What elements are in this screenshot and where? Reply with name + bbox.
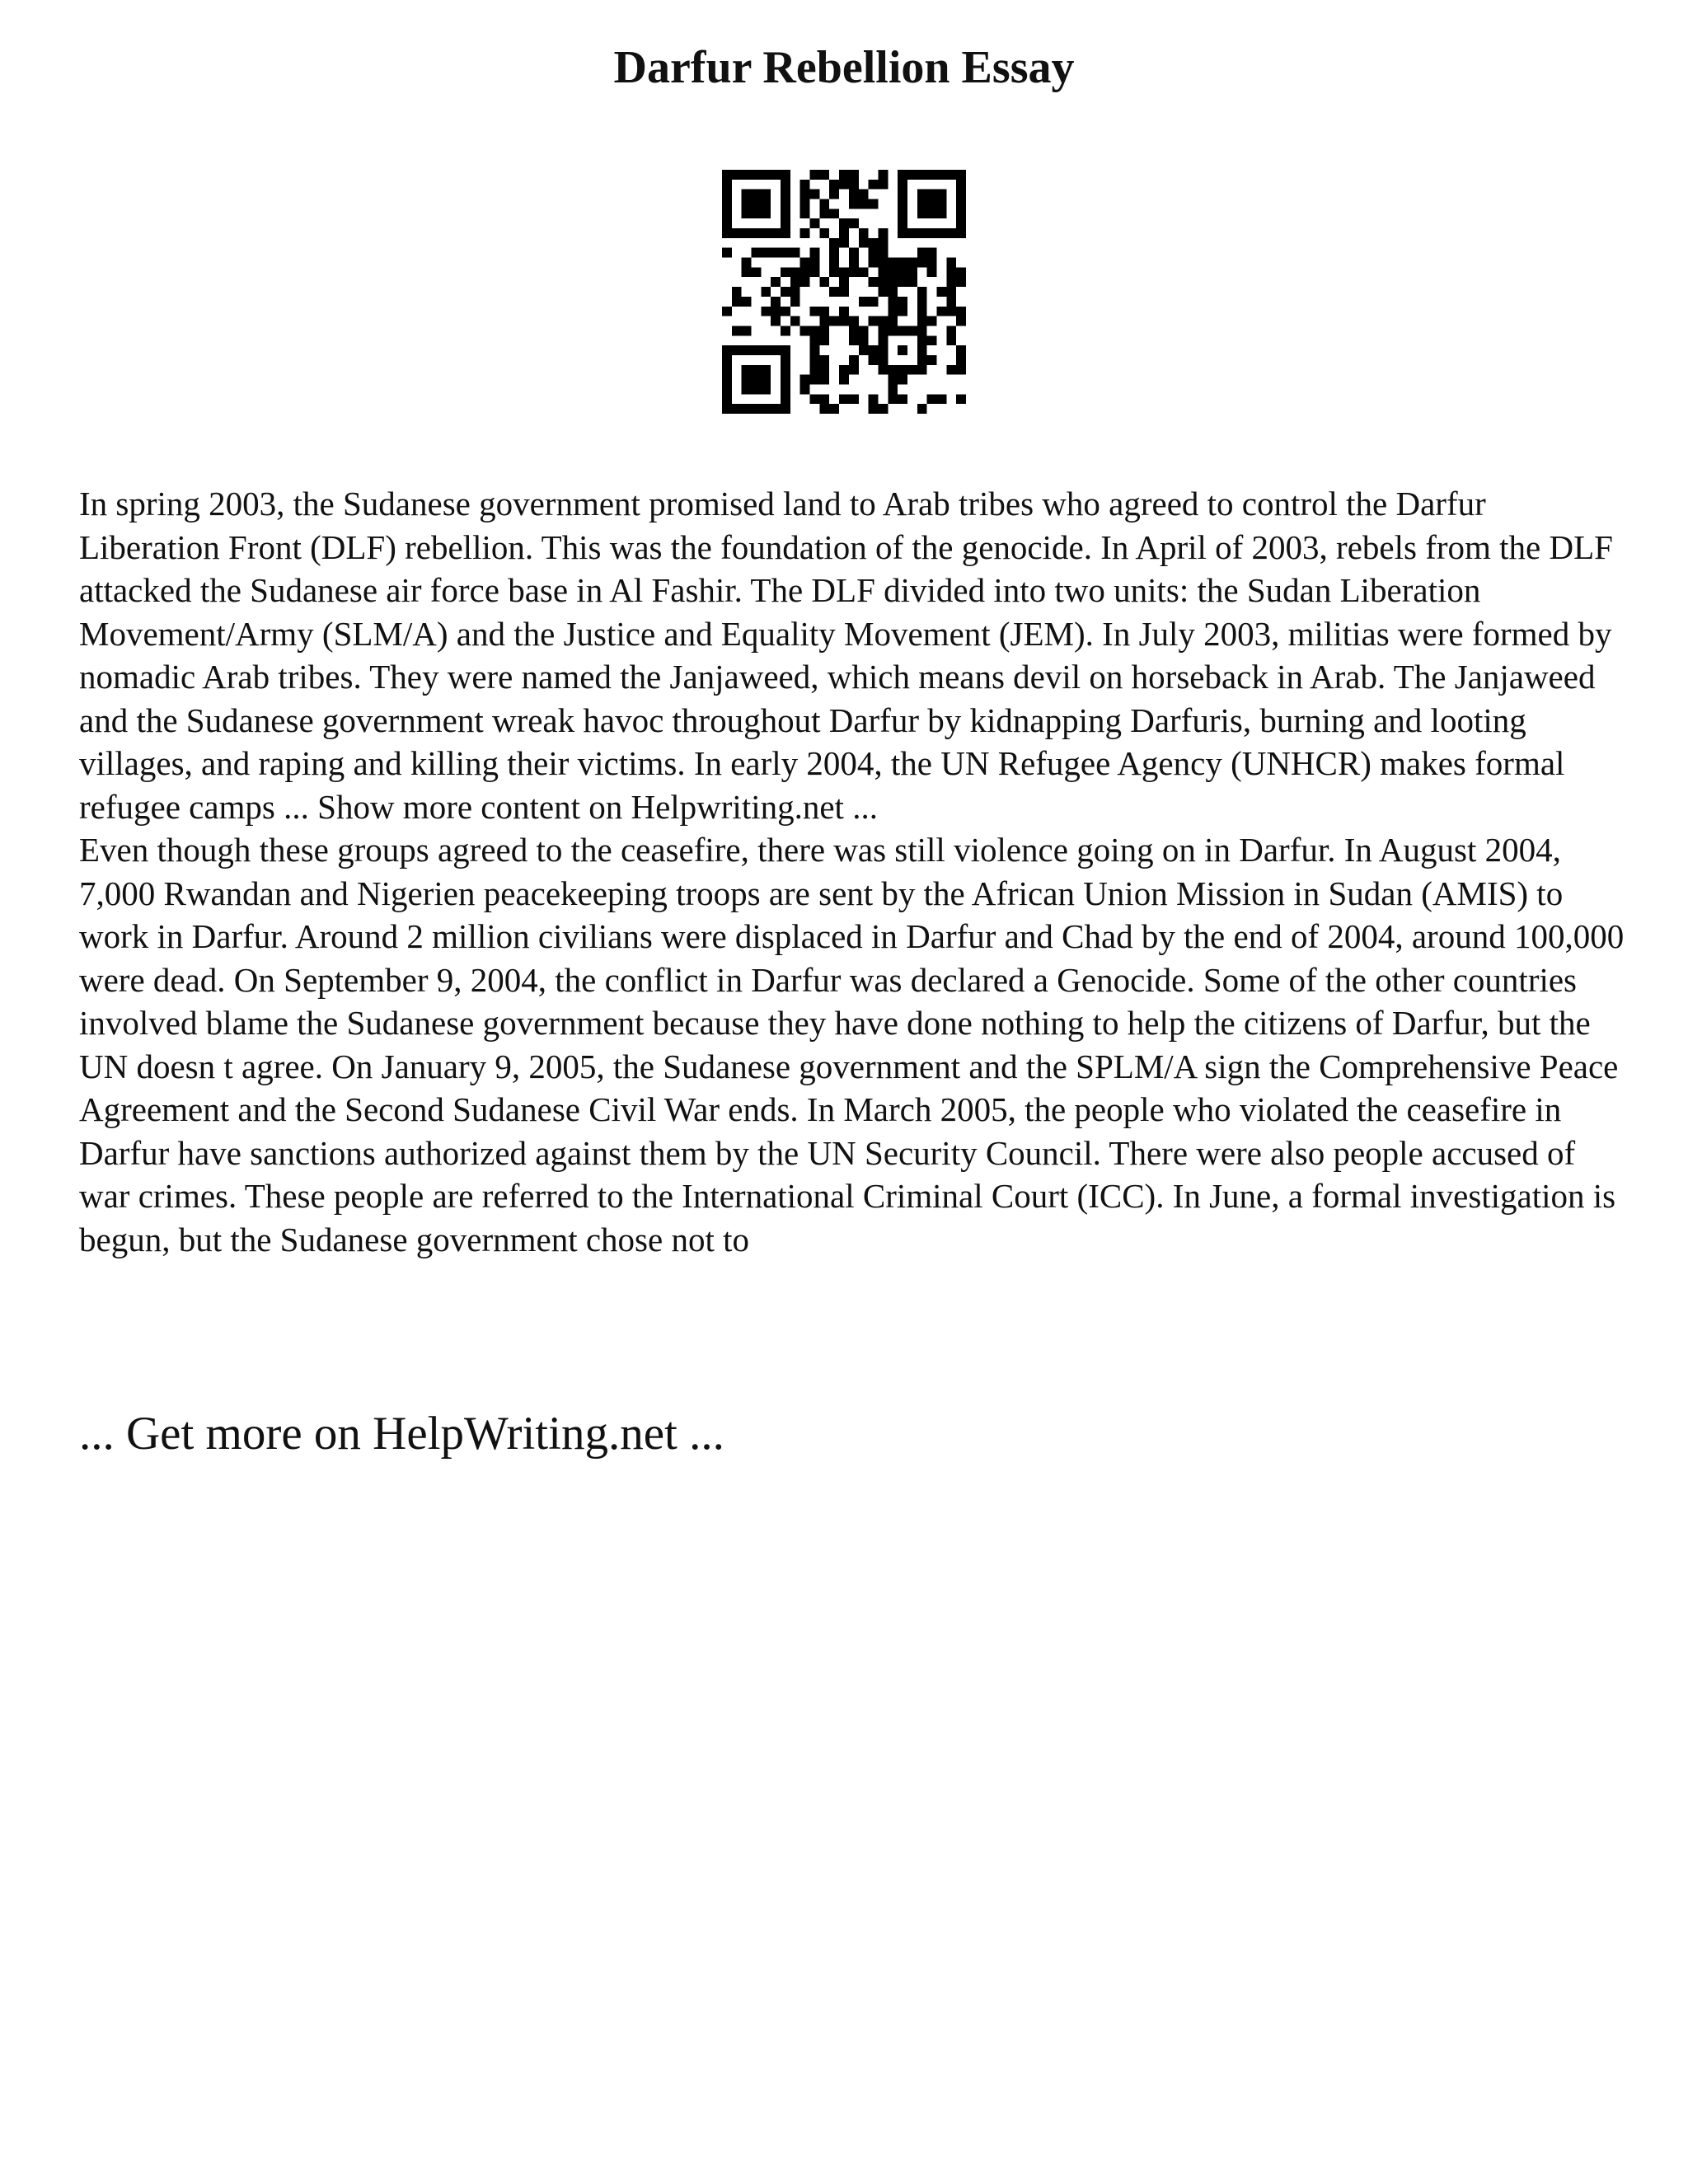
essay-paragraph-1: In spring 2003, the Sudanese government promised land to Arab tribes who agreed to control the Darfur Liberation Front (DLF) rebellion. This was the foundation of the genocide. In April of 2003, rebels from the DLF attacked the Sudanese air force base in Al Fashir. The DLF divided into two units: the Sudan Liberation Movement/Army (SLM/A) and the Justice and Equality Movement (JEM). In July 2003, militias were formed by nomadic Arab tribes. They were named the Janjaweed, which means devil on horseback in Arab. The Janjaweed and the Sudanese government wreak havoc throughout Darfur by kidnapping Darfuris, burning and looting villages, and raping and killing their victims. In early 2004, the UN Refugee Agency (UNHCR) makes formal refugee camps ... Show more content on Helpwriting.net ...	[79, 485, 1613, 826]
document-title: Darfur Rebellion Essay	[613, 42, 1075, 93]
essay-body	[79, 482, 1629, 1261]
get-more-link[interactable]: ... Get more on HelpWriting.net ...	[79, 1408, 724, 1460]
essay-paragraph-2: Even though these groups agreed to the ceasefire, there was still violence going on in Darfur. In August 2004, 7,000 Rwandan and Nigerien peacekeeping troops are sent by the African Union Mission in Sudan (AMIS) to work in Darfur. Around 2 million civilians were displaced in Darfur and Chad by the end of 2004, around 100,000 were dead. On September 9, 2004, the conflict in Darfur was declared a Genocide. Some of the other countries involved blame the Sudanese government because they have done nothing to help the citizens of Darfur, but the UN doesn t agree. On January 9, 2005, the Sudanese government and the SPLM/A sign the Comprehensive Peace Agreement and the Second Sudanese Civil War ends. In March 2005, the people who violated the ceasefire in Darfur have sanctions authorized against them by the UN Security Council. There were also people accused of war crimes. These people are referred to the International Criminal Court (ICC). In June, a formal investigation is begun, but the Sudanese government chose not to	[79, 831, 1625, 1258]
qr-code-icon	[722, 170, 966, 414]
